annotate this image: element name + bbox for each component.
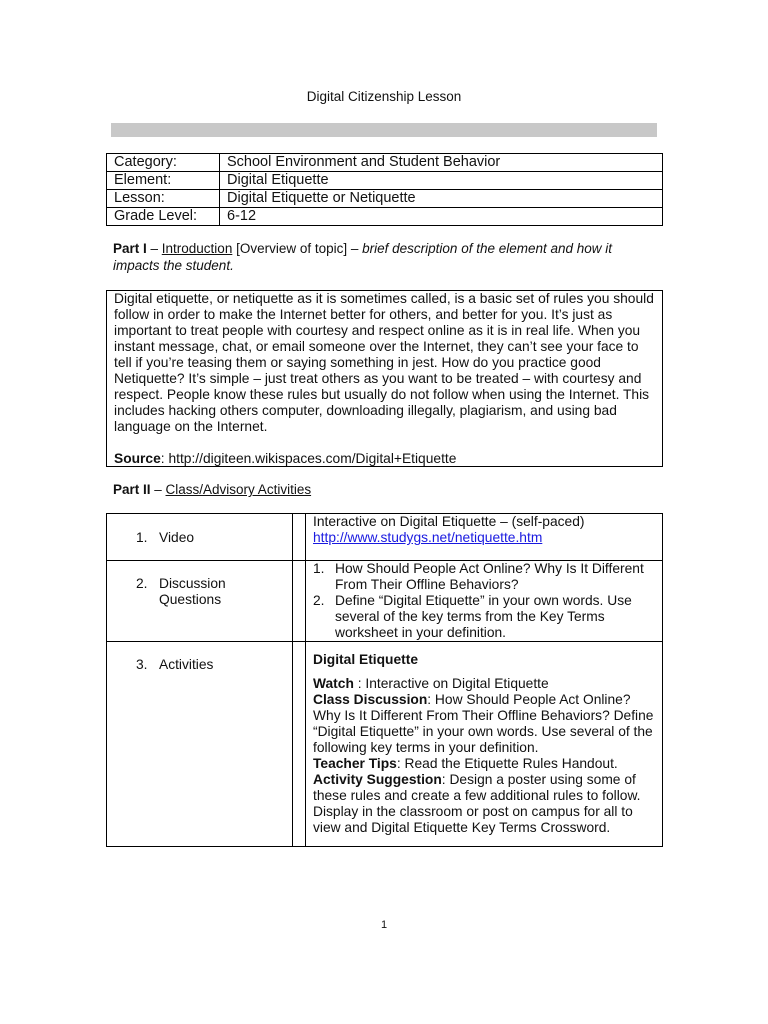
discussion-label-cell <box>107 561 293 642</box>
list-item <box>313 561 655 593</box>
activities-label-cell <box>107 642 293 847</box>
activity-title: Digital Etiquette <box>313 652 419 667</box>
grade-level-label: Grade Level: <box>107 208 220 226</box>
introduction-box <box>106 290 663 467</box>
activity-suggestion-line <box>313 772 655 836</box>
netiquette-link[interactable]: http://www.studygs.net/netiquette.htm <box>313 530 543 545</box>
spacer-cell <box>293 642 306 847</box>
questions-label: Questions <box>159 592 222 607</box>
list-number: 2. <box>313 593 325 608</box>
category-label: Category: <box>107 154 220 172</box>
watch-line <box>313 676 655 692</box>
class-discussion-text: : How Should People Act Online? Why Is It Different From Their Offline Behaviors? Define “Digital Etiquette” in your own words. Use several of the following key terms in your definition. <box>313 692 654 755</box>
lesson-label: Lesson: <box>107 190 220 208</box>
page-number: 1 <box>380 919 388 931</box>
watch-text: : Interactive on Digital Etiquette <box>353 676 549 691</box>
overview-text: [Overview of topic] – <box>232 241 363 256</box>
discussion-label: Discussion <box>159 576 226 591</box>
lesson-value: Digital Etiquette or Netiquette <box>220 190 663 208</box>
header-bar <box>111 123 657 137</box>
element-value: Digital Etiquette <box>220 172 663 190</box>
table-row <box>107 172 663 190</box>
video-content-cell <box>306 514 663 561</box>
source-url: : http://digiteen.wikispaces.com/Digital+Etiquette <box>160 451 457 466</box>
dash: – <box>146 241 162 256</box>
activities-label: Class/Advisory Activities <box>165 482 312 497</box>
class-discussion-label: Class Discussion <box>313 692 428 707</box>
table-row <box>107 561 663 642</box>
row-number: 2. <box>136 576 148 591</box>
video-description: Interactive on Digital Etiquette – (self-paced) <box>313 514 585 529</box>
table-row <box>107 208 663 226</box>
part-two-heading <box>113 481 311 498</box>
video-label-cell <box>107 514 293 561</box>
question-text: How Should People Act Online? Why Is It Different From Their Offline Behaviors? <box>335 561 644 592</box>
category-value: School Environment and Student Behavior <box>220 154 663 172</box>
table-row <box>107 642 663 847</box>
row-number: 1. <box>136 530 148 545</box>
teacher-tips-label: Teacher Tips <box>313 756 397 771</box>
table-row <box>107 190 663 208</box>
activity-suggestion-label: Activity Suggestion <box>313 772 442 787</box>
activities-row-label: Activities <box>159 657 214 672</box>
part-one-description: brief description of the element and how it impacts the student. <box>113 241 613 273</box>
watch-label: Watch <box>313 676 354 691</box>
discussion-content-cell <box>306 561 663 642</box>
page-title: Digital Citizenship Lesson <box>306 89 462 104</box>
row-number: 3. <box>136 657 148 672</box>
dash: – <box>150 482 166 497</box>
list-item <box>313 593 655 641</box>
introduction-text: Digital etiquette, or netiquette as it is sometimes called, is a basic set of rules you should follow in order to make the Internet better for others, and better for you. It’s just as important to treat people with courtesy and respect online as it is in real life. When you instant message, chat, or email someone over the Internet, they can’t see your face to tell if you’re teasing them or saying something in jest. How do you practice good Netiquette? It’s simple – just treat others as you want to be treated – with courtesy and respect. People know these rules but usually do not follow when using the Internet. This includes hacking others computer, downloading illegally, plagiarism, and using bad language on the Internet. <box>114 291 654 434</box>
element-label: Element: <box>107 172 220 190</box>
spacer-cell <box>293 561 306 642</box>
activities-content-cell <box>306 642 663 847</box>
table-row <box>107 154 663 172</box>
video-label: Video <box>159 530 195 545</box>
question-text: Define “Digital Etiquette” in your own words. Use several of the key terms from the Key Terms worksheet in your definition. <box>335 593 632 640</box>
teacher-tips-line <box>313 756 655 772</box>
table-row <box>107 514 663 561</box>
lesson-info-table <box>106 153 663 226</box>
source-label: Source <box>114 451 161 466</box>
grade-level-value: 6-12 <box>220 208 663 226</box>
part-one-label: Part I <box>113 241 147 256</box>
teacher-tips-text: : Read the Etiquette Rules Handout. <box>396 756 618 771</box>
activities-table <box>106 513 663 847</box>
part-two-label: Part II <box>113 482 151 497</box>
class-discussion-line <box>313 692 655 756</box>
list-number: 1. <box>313 561 325 576</box>
spacer-cell <box>293 514 306 561</box>
source-line <box>114 451 655 467</box>
activity-suggestion-text: : Design a poster using some of these rules and create a few additional rules to follow. Display in the classroom or post on campus for all to view and Digital Etiquette Key Terms Crossword. <box>313 772 641 835</box>
part-one-heading <box>113 240 653 274</box>
introduction-label: Introduction <box>161 241 233 256</box>
